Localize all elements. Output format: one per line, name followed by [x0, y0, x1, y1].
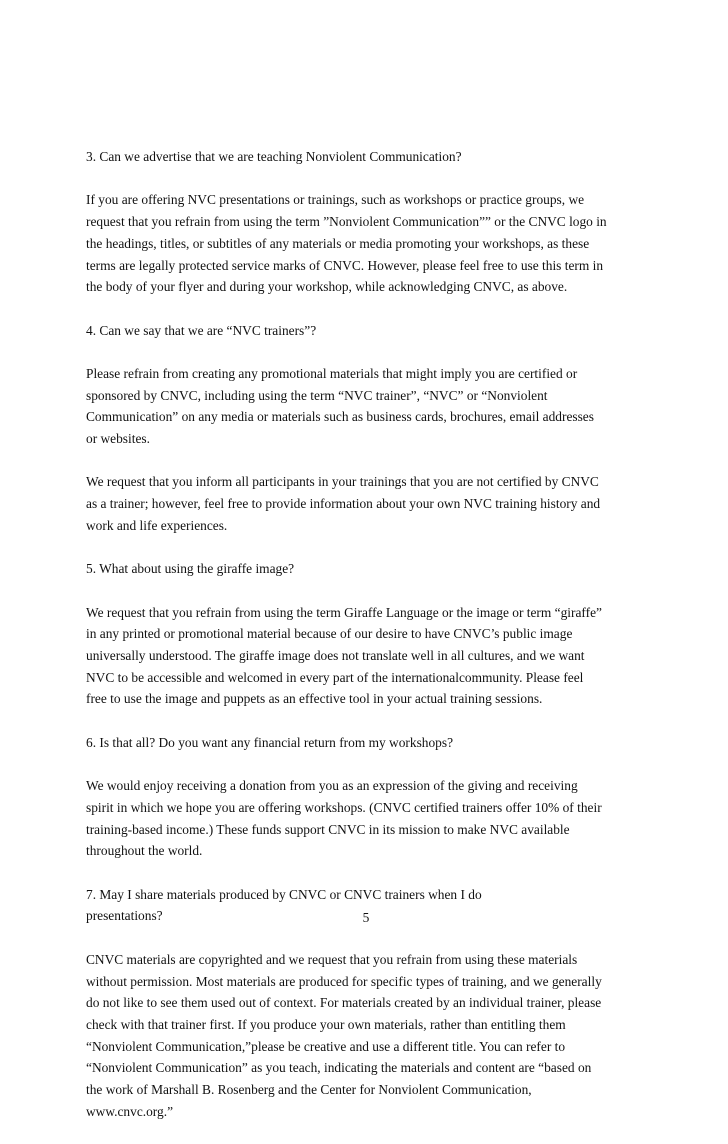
- paragraph-line: check with that trainer first. If you produce your own materials, rather than entitling them: [86, 1016, 566, 1032]
- paragraph-line: www.cnvc.org.”: [86, 1103, 174, 1119]
- paragraph-line: NVC to be accessible and welcomed in every part of the internationalcommunity. Please feel: [86, 669, 584, 685]
- question-6-answer-paragraph: [86, 775, 652, 862]
- paragraph-line: or websites.: [86, 431, 150, 447]
- paragraph-line: Please refrain from creating any promotional materials that might imply you are certified or: [86, 365, 578, 381]
- question-7-answer-paragraph: [86, 949, 652, 1123]
- paragraph-line: universally understood. The giraffe image does not translate well in all cultures, and we want: [86, 648, 585, 664]
- question-line: presentations?: [86, 908, 163, 924]
- paragraph-line: spirit in which we hope you are offering workshops. (CNVC certified trainers offer 10% of their: [86, 799, 602, 815]
- question-line: 7. May I share materials produced by CNVC or CNVC trainers when I do: [86, 886, 482, 902]
- question-5-heading: [86, 558, 652, 580]
- question-5-answer-paragraph: [86, 602, 652, 711]
- paragraph-line: the headings, titles, or subtitles of any materials or media promoting your workshops, as these: [86, 235, 590, 251]
- paragraph-line: sponsored by CNVC, including using the term “NVC trainer”, “NVC” or “Nonviolent: [86, 387, 548, 403]
- paragraph-line: the body of your flyer and during your workshop, while acknowledging CNVC, as above.: [86, 279, 568, 295]
- paragraph-line: We request that you refrain from using the term Giraffe Language or the image or term “giraffe”: [86, 604, 602, 620]
- question-line: 6. Is that all? Do you want any financial return from my workshops?: [86, 734, 454, 750]
- paragraph-line: “Nonviolent Communication” as you teach, indicating the materials and content are “based on: [86, 1060, 592, 1076]
- paragraph-line: without permission. Most materials are produced for specific types of training, and we generally: [86, 973, 602, 989]
- paragraph-line: request that you refrain from using the term ”Nonviolent Communication”” or the CNVC logo in: [86, 214, 607, 230]
- question-4-answer-paragraph-1: [86, 363, 652, 450]
- question-3-heading: [86, 146, 652, 168]
- paragraph-line: do not like to see them used out of context. For materials created by an individual trainer, please: [86, 995, 602, 1011]
- paragraph-line: training-based income.) These funds support CNVC in its mission to make NVC available: [86, 821, 570, 837]
- paragraph-line: throughout the world.: [86, 843, 203, 859]
- question-6-heading: [86, 732, 652, 754]
- paragraph-line: If you are offering NVC presentations or trainings, such as workshops or practice groups, we: [86, 192, 585, 208]
- paragraph-line: CNVC materials are copyrighted and we request that you refrain from using these materials: [86, 951, 578, 967]
- document-body: [86, 146, 652, 1144]
- question-line: 5. What about using the giraffe image?: [86, 561, 295, 577]
- paragraph-line: We request that you inform all participants in your trainings that you are not certified by CNVC: [86, 474, 599, 490]
- paragraph-line: terms are legally protected service marks of CNVC. However, please feel free to use this term in: [86, 257, 604, 273]
- paragraph-line: as a trainer; however, feel free to provide information about your own NVC training history and: [86, 496, 601, 512]
- paragraph-line: work and life experiences.: [86, 517, 228, 533]
- paragraph-line: the work of Marshall B. Rosenberg and the Center for Nonviolent Communication,: [86, 1082, 532, 1098]
- question-line: 4. Can we say that we are “NVC trainers”?: [86, 322, 317, 338]
- question-line: 3. Can we advertise that we are teaching Nonviolent Communication?: [86, 149, 462, 164]
- question-3-answer-paragraph: [86, 189, 652, 298]
- paragraph-line: free to use the image and puppets as an effective tool in your actual training sessions.: [86, 691, 543, 707]
- paragraph-line: We would enjoy receiving a donation from you as an expression of the giving and receiving: [86, 778, 578, 794]
- paragraph-line: in any printed or promotional material because of our desire to have CNVC’s public image: [86, 626, 573, 642]
- question-4-answer-paragraph-2: [86, 471, 652, 536]
- page-number: 5: [362, 910, 370, 925]
- question-4-heading: [86, 320, 652, 342]
- paragraph-line: Communication” on any media or materials such as business cards, brochures, email addresses: [86, 409, 594, 425]
- paragraph-line: “Nonviolent Communication,”please be creative and use a different title. You can refer to: [86, 1038, 566, 1054]
